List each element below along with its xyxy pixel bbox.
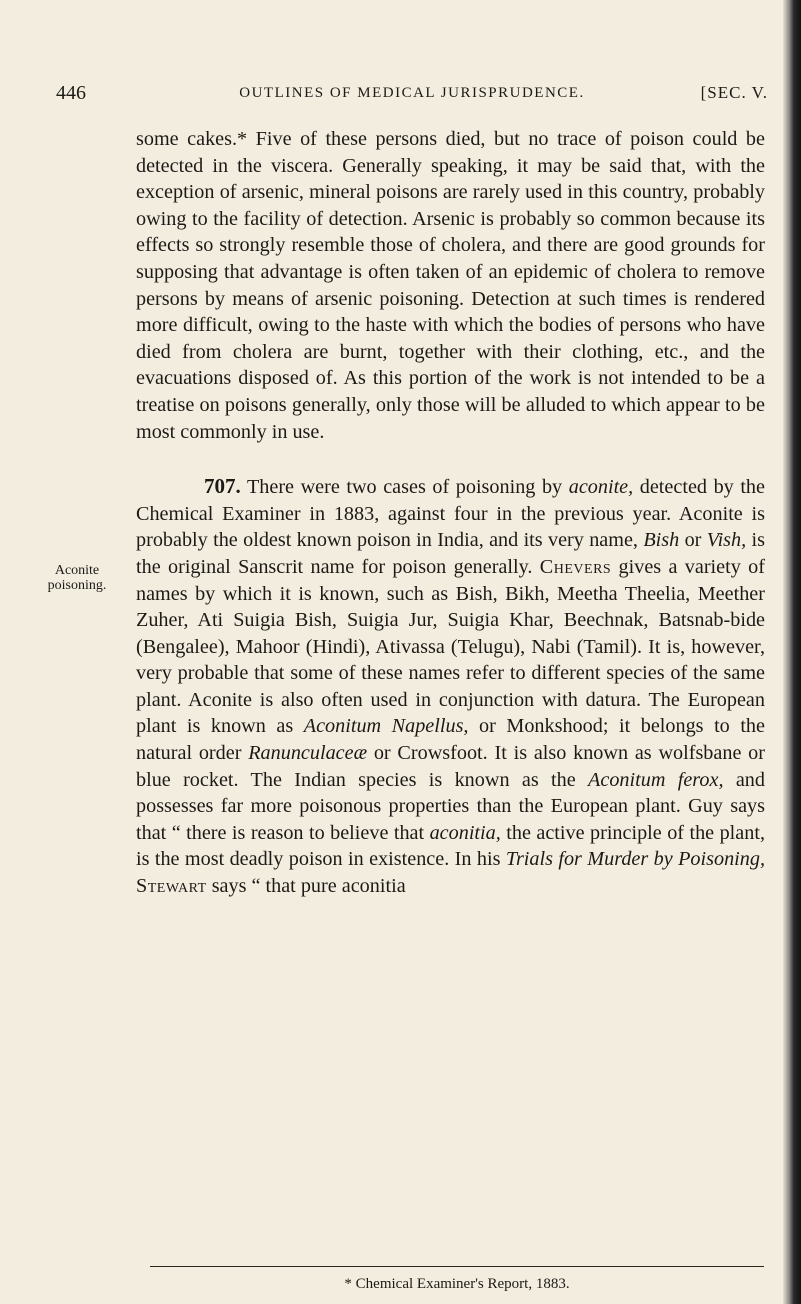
paragraph-1: some cakes.* Five of these persons died, but no trace of poison could be detected in the viscera. Generally speaking, it may be said that, with the exception of arsenic, mineral poisons are rarely used in this country, probably owing to the facility of detection. Arsenic is probably so common because its effects so strongly resemble those of cholera, and there are good grounds for supposing that advantage is often taken of an epidemic of cholera to remove persons by means of arsenic poisoning. Detection at such times is rendered more difficult, owing to the haste with which the bodies of persons who have died from cholera are burnt, together with their clothing, etc., and the evacuations disposed of. As this portion of the work is not intended to be a treatise on poisons generally, only those will be alluded to which appear to be most commonly in use. [136,128,765,443]
italic-term: Ranunculaceæ [248,742,368,765]
body-text [136,126,765,900]
running-title: OUTLINES OF MEDICAL JURISPRUDENCE. [239,85,585,101]
italic-term: Aconitum Napellus, [303,715,469,738]
footnote: * Chemical Examiner's Report, 1883. [344,1276,570,1292]
page-number: 446 [56,82,86,104]
italic-term: Aconitum ferox, [588,768,724,791]
text-run: gives a variety of names by which it is known, such as Bish, Bikh, Meetha Theelia, Meether Zuher, Ati Suigia Bish, Suigia Jur, Suigia Khar, Beechnak, Batsnab-bide (Bengalee), Mahoor (Hindi), Ativassa (Telugu), Nabi (Tamil). It is, however, very probable that some of these names refer to different species of the same plant. Aconite is also often used in conjunction with datura. The European plant is known as [136,555,765,738]
paragraph-2 [136,473,765,900]
italic-term: Bish [643,529,680,552]
page-edge-shadow [783,0,801,1304]
text-run: detected by the Chemical Examiner in 1883, against four in the previous year. Aconite is probably the oldest known poison in India, and its very name, [136,476,765,552]
author-name: Chevers [539,555,612,578]
margin-note-line-2: poisoning. [47,578,107,593]
footnote-rule [150,1266,764,1267]
author-name: Stewart [136,875,207,898]
margin-note-line-1: Aconite [54,563,100,578]
text-run: is the original Sanscrit name for poison generally. [136,529,765,578]
text-run: the active principle of the plant, is the most deadly poison in existence. In his [136,821,765,871]
text-run: There were two cases of poisoning by [240,476,569,499]
text-run: or Crowsfoot. It is also known as wolfsbane or blue rocket. The Indian species is known as the [136,742,765,791]
text-run: says “ that pure aconitia [206,875,406,898]
text-run: or [679,529,707,552]
italic-term: Vish, [706,529,747,552]
text-run: or Monkshood; it belongs to the natural order [136,715,765,765]
running-header [56,82,768,112]
section-marker: [SEC. V. [700,83,768,102]
italic-term: aconitia, [429,821,501,844]
italic-title: Trials for Murder by Poisoning, [505,848,766,871]
italic-term: aconite, [568,476,634,499]
paragraph-number: 707. [204,474,241,499]
text-run: and possesses far more poisonous properties than the European plant. Guy says that “ there is reason to believe that [136,768,765,844]
margin-note [32,563,122,593]
